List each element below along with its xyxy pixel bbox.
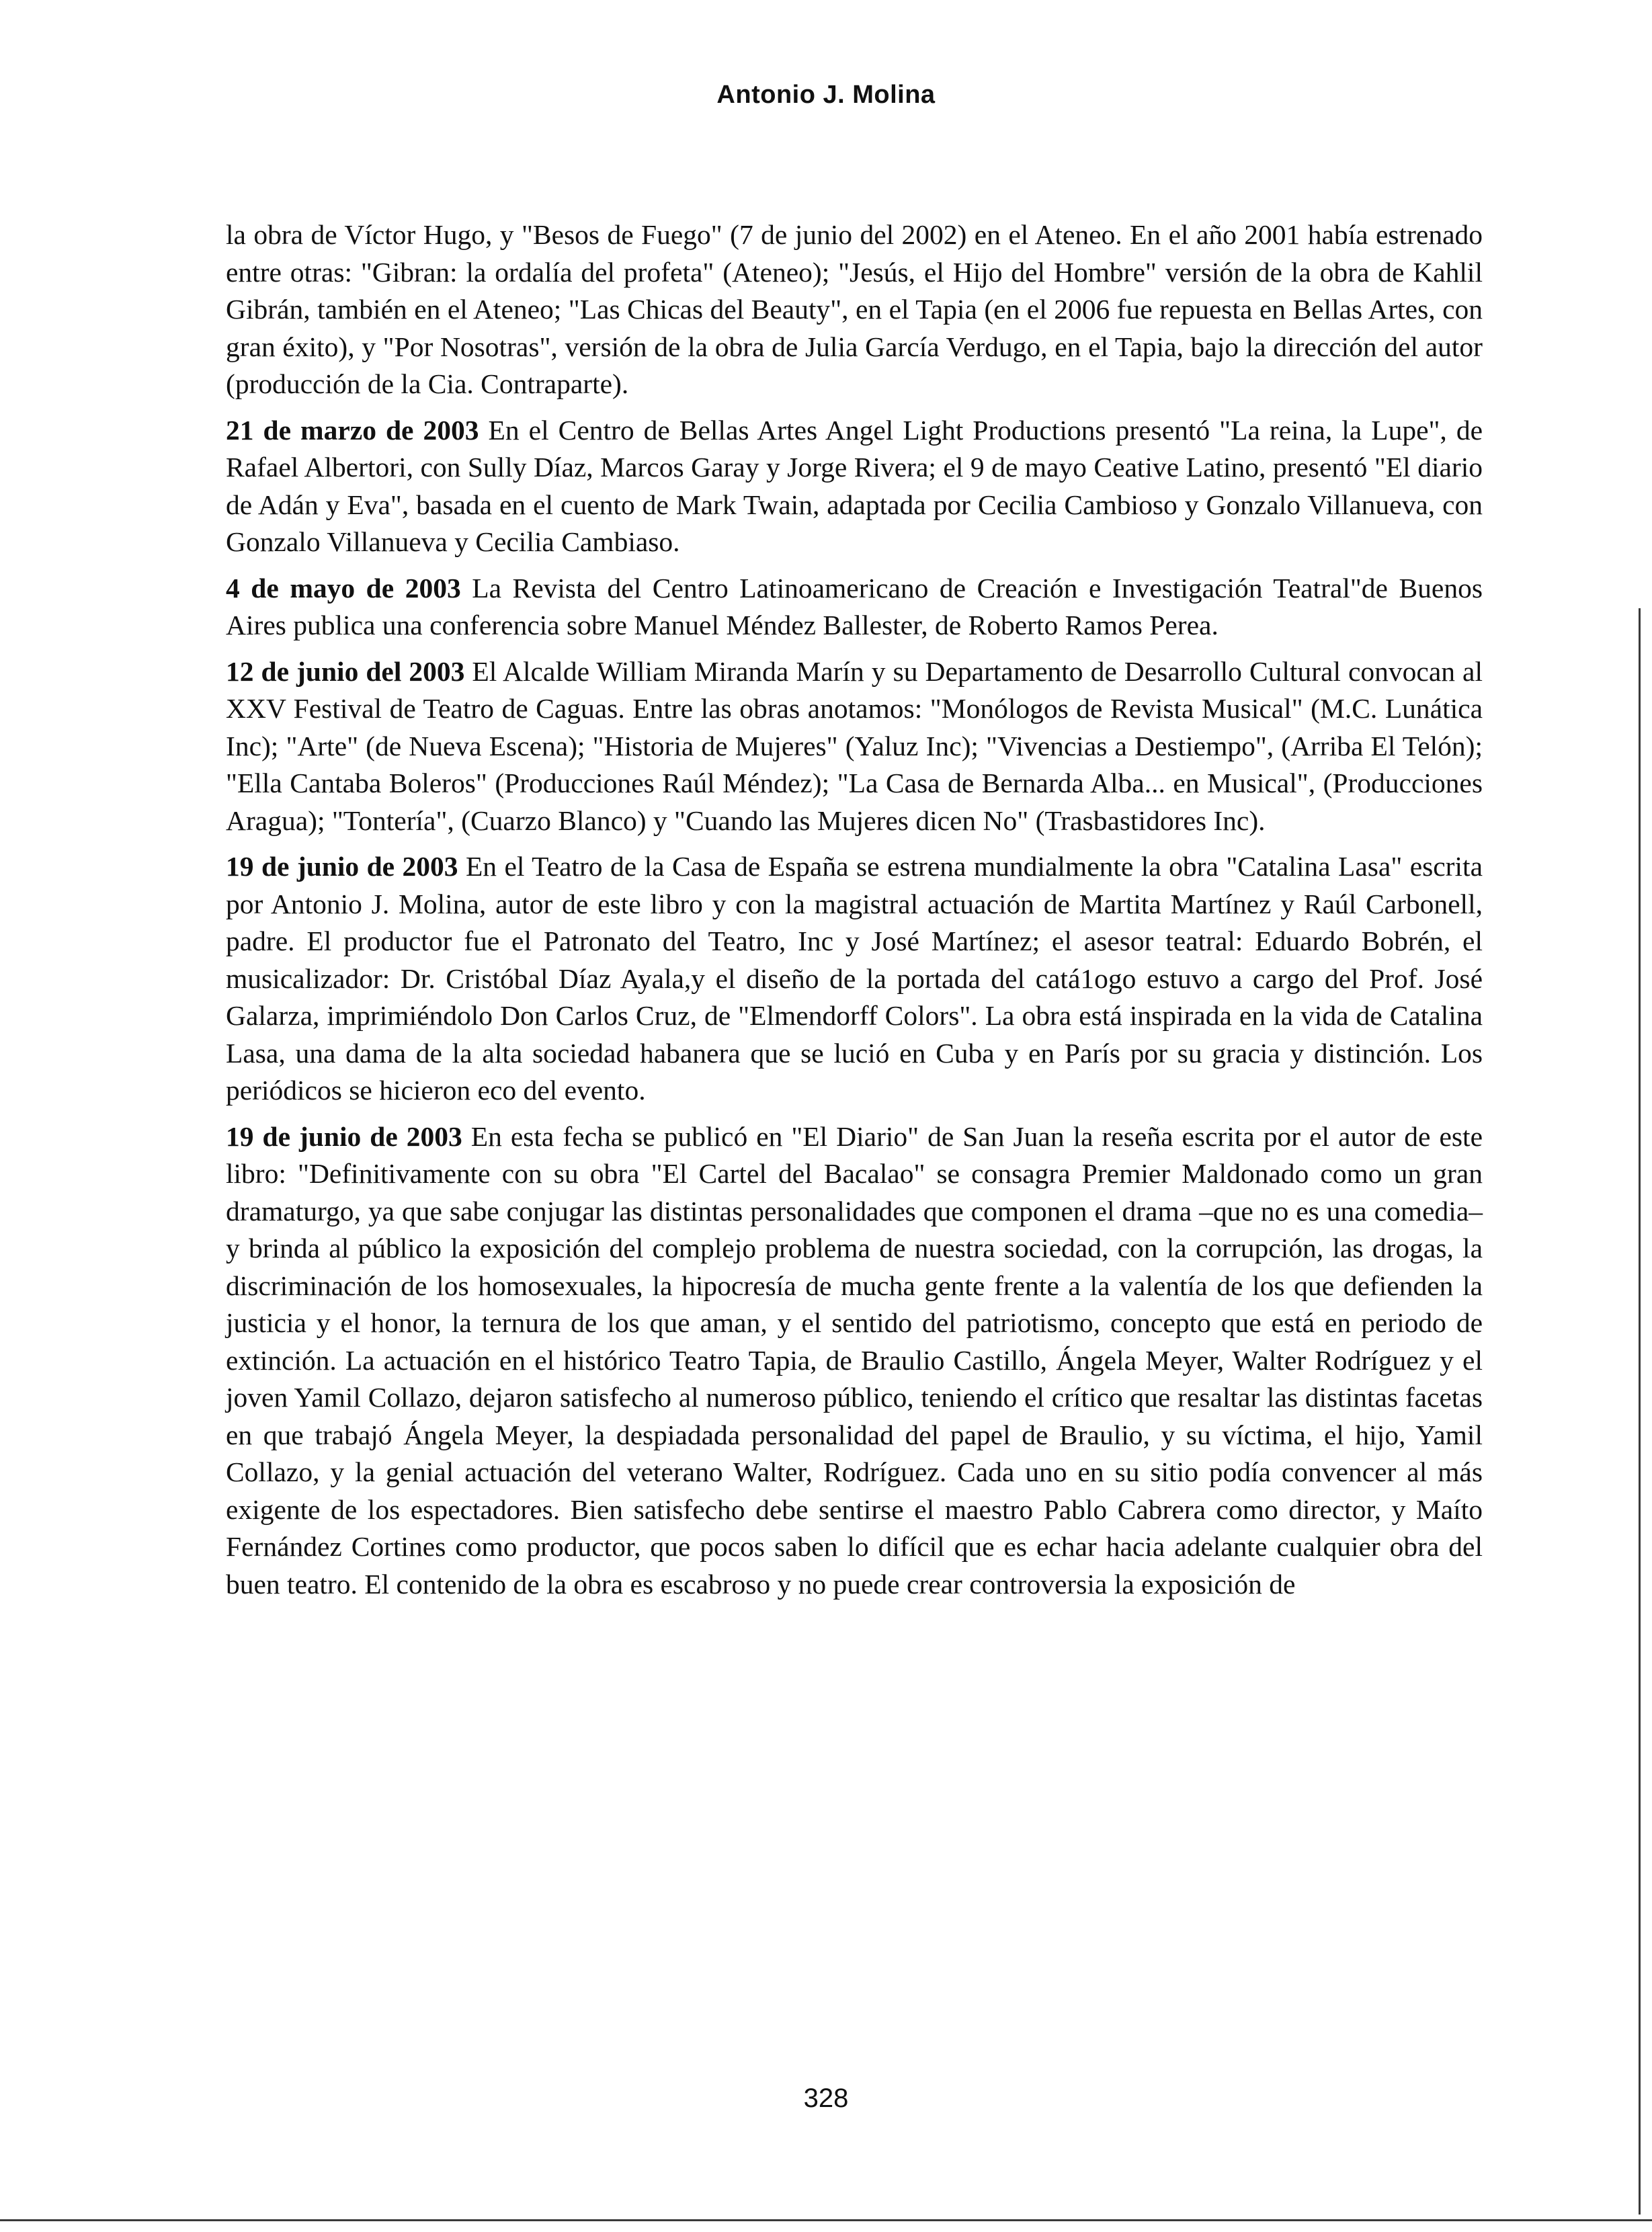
- paragraph-text: En esta fecha se publicó en "El Diario" de San Juan la reseña escrita por el autor de este libro: "Definitivamente con su obra "El Cartel del Bacalao" se consagra Premier Maldonado como un gran dramaturgo, ya que sabe conjugar las distintas personalidades que componen el drama –que no es una comedia– y brinda al público la exposición del complejo problema de nuestra sociedad, con la corrupción, las drogas, la discriminación de los homosexuales, la hipocresía de mucha gente frente a la valentía de los que defienden la justicia y el honor, la ternura de los que aman, y el sentido del patriotismo, concepto que está en periodo de extinción. La actuación en el histórico Teatro Tapia, de Braulio Castillo, Ángela Meyer, Walter Rodríguez y el joven Yamil Collazo, dejaron satisfecho al numeroso público, teniendo el crítico que resaltar las distintas facetas en que trabajó Ángela Meyer, la despiadada personalidad del papel de Braulio, y su víctima, el hijo, Yamil Collazo, y la genial actuación del veterano Walter, Rodríguez. Cada uno en su sitio podía convencer al más exigente de los espectadores. Bien satisfecho debe sentirse el maestro Pablo Cabrera como director, y Maíto Fernández Cortines como productor, que pocos saben lo difícil que es echar hacia adelante cualquier obra del buen teatro. El contenido de la obra es escabroso y no puede crear controversia la exposición de: [226, 1120, 1483, 1600]
- paragraph-text: En el Centro de Bellas Artes Angel Light Productions presentó "La reina, la Lupe", de Rafael Albertori, con Sully Díaz, Marcos Garay y Jorge Rivera; el 9 de mayo Ceative Latino, presentó "El diario de Adán y Eva", basada en el cuento de Mark Twain, adaptada por Cecilia Cambioso y Gonzalo Villanueva, con Gonzalo Villanueva y Cecilia Cambiaso.: [226, 414, 1483, 557]
- running-header: Antonio J. Molina: [716, 81, 936, 109]
- paragraph-date: 4 de mayo de 2003: [226, 572, 461, 604]
- body-text: [226, 216, 1483, 1612]
- paragraph-date: 21 de marzo de 2003: [226, 414, 479, 446]
- paragraph-text: El Alcalde William Miranda Marín y su Departamento de Desarrollo Cultural convocan al XXV Festival de Teatro de Caguas. Entre las obras anotamos: "Monólogos de Revista Musical" (M.C. Lunática Inc); "Arte" (de Nueva Escena); "Historia de Mujeres" (Yaluz Inc); "Vivencias a Destiempo", (Arriba El Telón); "Ella Cantaba Boleros" (Producciones Raúl Méndez); "La Casa de Bernarda Alba... en Musical", (Producciones Aragua); "Tontería", (Cuarzo Blanco) y "Cuando las Mujeres dicen No" (Trasbastidores Inc).: [226, 655, 1483, 836]
- paragraph-date: 19 de junio de 2003: [226, 1120, 462, 1152]
- paragraph-date: 19 de junio de 2003: [226, 851, 458, 882]
- paragraph-date: 12 de junio del 2003: [226, 655, 465, 687]
- paragraph: [226, 412, 1483, 561]
- paragraph-text: En el Teatro de la Casa de España se estrena mundialmente la obra "Catalina Lasa" escrita por Antonio J. Molina, autor de este libro y con la magistral actuación de Martita Martínez y Raúl Carbonell, padre. El productor fue el Patronato del Teatro, Inc y José Martínez; el asesor teatral: Eduardo Bobrén, el musicalizador: Dr. Cristóbal Díaz Ayala,y el diseño de la portada del catá1ogo estuvo a cargo del Prof. José Galarza, imprimiéndolo Don Carlos Cruz, de "Elmendorff Colors". La obra está inspirada en la vida de Catalina Lasa, una dama de la alta sociedad habanera que se lució en Cuba y en París por su gracia y distinción. Los periódicos se hicieron eco del evento.: [226, 851, 1483, 1106]
- paragraph: [226, 216, 1483, 403]
- paragraph-text: La Revista del Centro Latinoamericano de Creación e Investigación Teatral"de Buenos Aires publica una conferencia sobre Manuel Méndez Ballester, de Roberto Ramos Perea.: [226, 572, 1483, 640]
- paragraph: [226, 570, 1483, 645]
- paragraph: [226, 848, 1483, 1110]
- paragraph: [226, 653, 1483, 840]
- scan-edge-bottom: [0, 2219, 1652, 2221]
- page-number: 328: [803, 2083, 849, 2113]
- paragraph-text: la obra de Víctor Hugo, y "Besos de Fuego" (7 de junio del 2002) en el Ateneo. En el año 2001 había estrenado entre otras: "Gibran: la ordalía del profeta" (Ateneo); "Jesús, el Hijo del Hombre" versión de la obra de Kahlil Gibrán, también en el Ateneo; "Las Chicas del Beauty", en el Tapia (en el 2006 fue repuesta en Bellas Artes, con gran éxito), y "Por Nosotras", versión de la obra de Julia García Verdugo, en el Tapia, bajo la dirección del autor (producción de la Cia. Contraparte).: [226, 219, 1483, 399]
- paragraph: [226, 1118, 1483, 1604]
- scan-edge-right: [1639, 608, 1641, 2215]
